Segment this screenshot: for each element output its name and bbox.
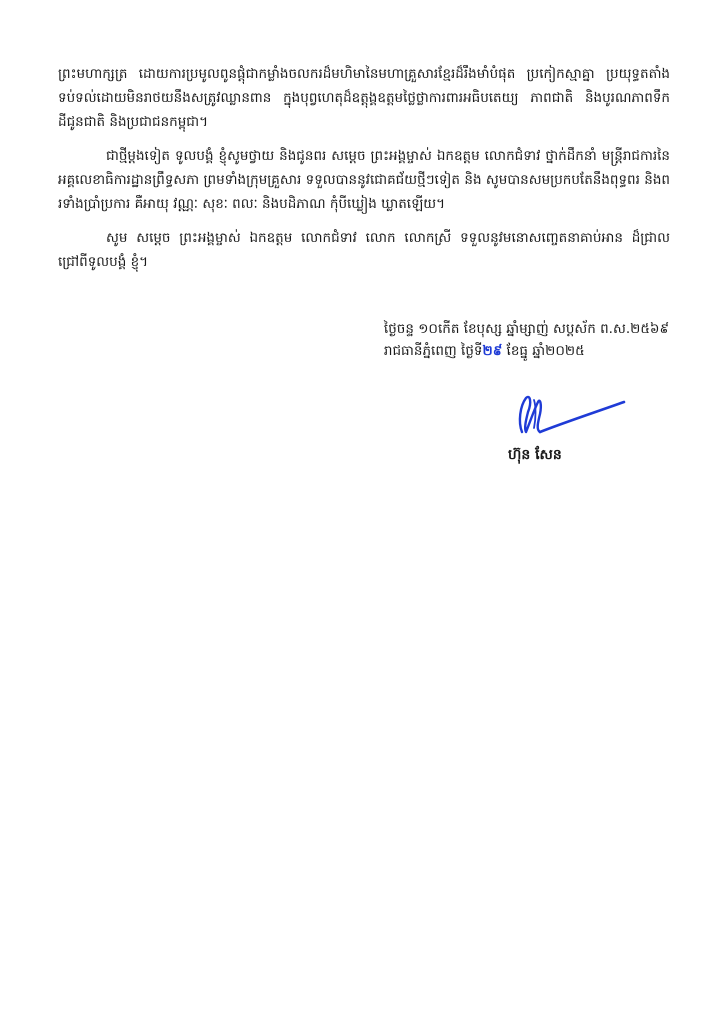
handwritten-day: ២៩ [482, 343, 503, 359]
month-year: ខែធ្នូ ឆ្នាំ២០២៥ [502, 343, 585, 359]
letter-body [58, 62, 670, 284]
signer-name: ហ៊ុន សែន [508, 447, 562, 463]
place-prefix: រាជធានីភ្នំពេញ ថ្ងៃទី [383, 343, 483, 359]
date-block [384, 318, 669, 362]
lunar-date: ថ្ងៃចន្ទ ១០កើត ខែបុស្ស ឆ្នាំម្សាញ់ សប្តស័ក ព.ស.២៥៦៩ [383, 321, 669, 337]
solar-date [384, 340, 669, 362]
paragraph-2: ជាថ្មីម្តងទៀត ទូលបង្គំ ខ្ញុំសូមថ្វាយ និងជូនពរ សម្តេច ព្រះអង្គម្ចាស់ ឯកឧត្តម លោកជំទាវ ថ្នាក់ដឹកនាំ មន្ត្រីរាជការនៃអគ្គលេខាធិការដ្ឋានព្រឹទ្ធសភា ព្រមទាំងក្រុមគ្រួសារ ទទួលបាននូវជោគជ័យថ្មីៗទៀត និង សូមបានសមប្រកបតែនឹងពុទ្ធពរ និងពរទាំងប្រាំប្រការ គឺអាយុ វណ្ណៈ សុខៈ ពលៈ និងបដិភាណ កុំបីឃ្លៀង ឃ្លាតឡើយ។ [58, 148, 670, 212]
paragraph-1: ព្រះមហាក្សត្រ ដោយការប្រមូលពូនផ្តុំជាកម្លាំងចលករដ៏មហិមានៃមហាគ្រួសារខ្មែរដ៏រឹងមាំបំផុត ប្រកៀកស្មាគ្នា ប្រយុទ្ធតតាំងទប់ទល់ដោយមិនរាថយនឹងសត្រូវឈ្លានពាន ក្នុងបុព្វហេតុដ៏ឧត្តុង្គឧត្តមថ្លៃថ្លាការពារអធិបតេយ្យ ភាពជាតិ និងបូរណភាពទឹកដីជូនជាតិ និងប្រជាជនកម្ពុជា។ [58, 66, 670, 130]
signature-icon [500, 392, 630, 440]
paragraph-3: សូម សម្តេច ព្រះអង្គម្ចាស់ ឯកឧត្តម លោកជំទាវ លោក លោកស្រី ទទួលនូវមនោសញ្ចេតនាគាប់អាន ដ៏ជ្រាលជ្រៅពីទូលបង្គំ ខ្ញុំ។ [58, 230, 670, 270]
